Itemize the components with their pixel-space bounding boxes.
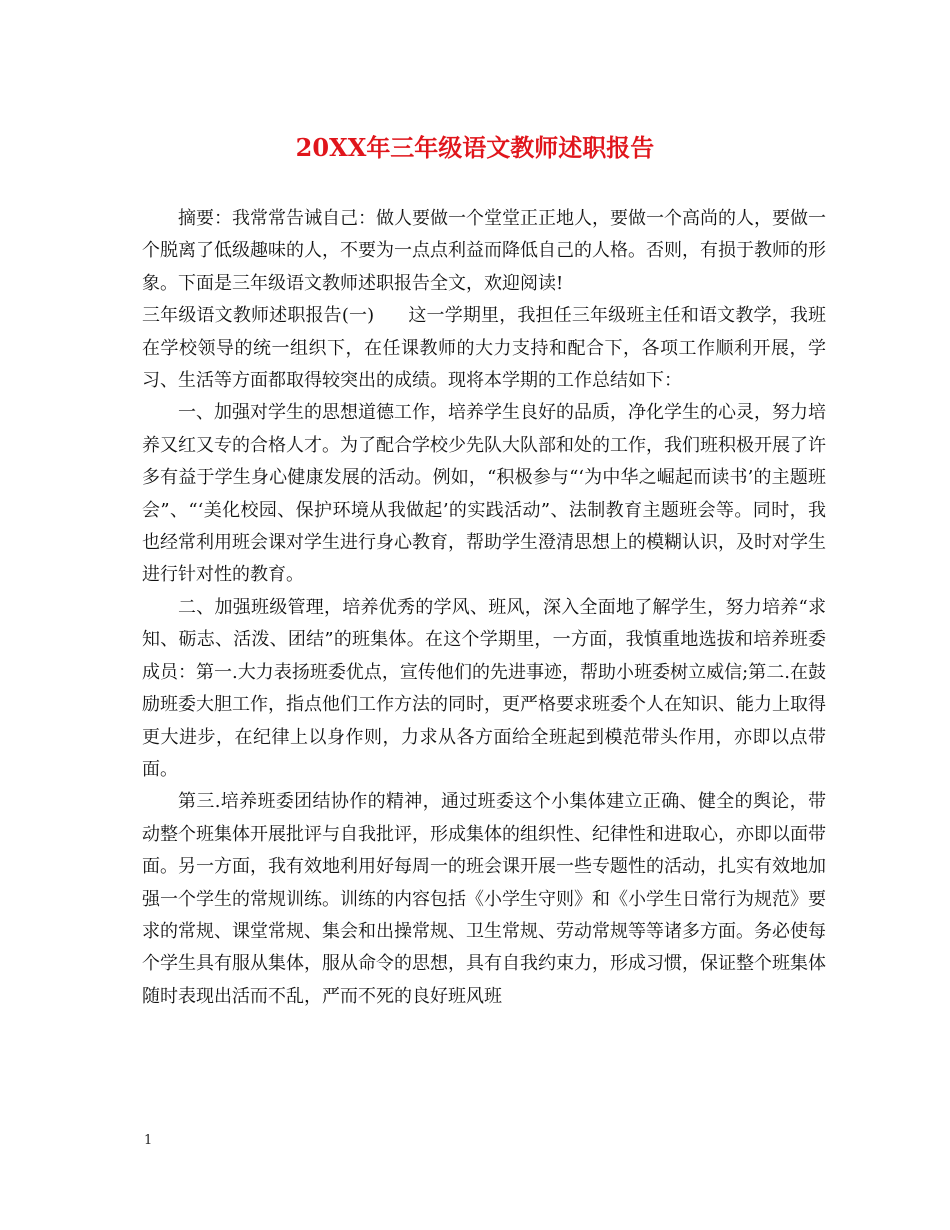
page-number: 1 [144,1133,153,1148]
section-intro-text: 这一学期里，我担任三年级班主任和语文教学，我班在学校领导的统一组织下，在任课教师的大力支持和配合下，各项工作顺利开展，学习、生活等方面都取得较突出的成绩。现将本学期的工作总结如下： [142,305,827,392]
paragraph-class-management: 二、加强班级管理，培养优秀的学风、班风，深入全面地了解学生，努力培养“求知、砺志、活泼、团结”的班集体。在这个学期里，一方面，我慎重地选拔和培养班委成员：第一.大力表扬班委优点，宣传他们的先进事迹，帮助小班委树立威信;第二.在鼓励班委大胆工作，指点他们工作方法的同时，更严格要求班委个人在知识、能力上取得更大进步，在纪律上以身作则，力求从各方面给全班起到模范带头作用，亦即以点带面。 [142,596,826,780]
document-title: 20XX年三年级语文教师述职报告 [295,133,655,162]
document-body [142,203,826,1013]
section-paragraph [142,300,826,397]
abstract-paragraph: 摘要：我常常告诫自己：做人要做一个堂堂正正地人，要做一个高尚的人，要做一个脱离了低级趣味的人，不要为一点点利益而降低自己的人格。否则，有损于教师的形象。下面是三年级语文教师述职报告全文，欢迎阅读! [142,208,826,294]
section-heading: 三年级语文教师述职报告(一) [142,305,375,327]
paragraph-moral-education: 一、加强对学生的思想道德工作，培养学生良好的品质，净化学生的心灵，努力培养又红又专的合格人才。为了配合学校少先队大队部和处的工作，我们班积极开展了许多有益于学生身心健康发展的活动。例如，“积极参与“‘为中华之崛起而读书’的主题班会”、“‘美化校园、保护环境从我做起’的实践活动”、法制教育主题班会等。同时，我也经常利用班会课对学生进行身心教育，帮助学生澄清思想上的模糊认识，及时对学生进行针对性的教育。 [142,402,826,586]
paragraph-committee-cooperation: 第三.培养班委团结协作的精神，通过班委这个小集体建立正确、健全的舆论，带动整个班集体开展批评与自我批评，形成集体的组织性、纪律性和进取心，亦即以面带面。另一方面，我有效地利用好每周一的班会课开展一些专题性的活动，扎实有效地加强一个学生的常规训练。训练的内容包括《小学生守则》和《小学生日常行为规范》要求的常规、课堂常规、集会和出操常规、卫生常规、劳动常规等等诸多方面。务必使每个学生具有服从集体，服从命令的思想，具有自我约束力，形成习惯，保证整个班集体随时表现出活而不乱，严而不死的良好班风班 [142,791,826,1007]
